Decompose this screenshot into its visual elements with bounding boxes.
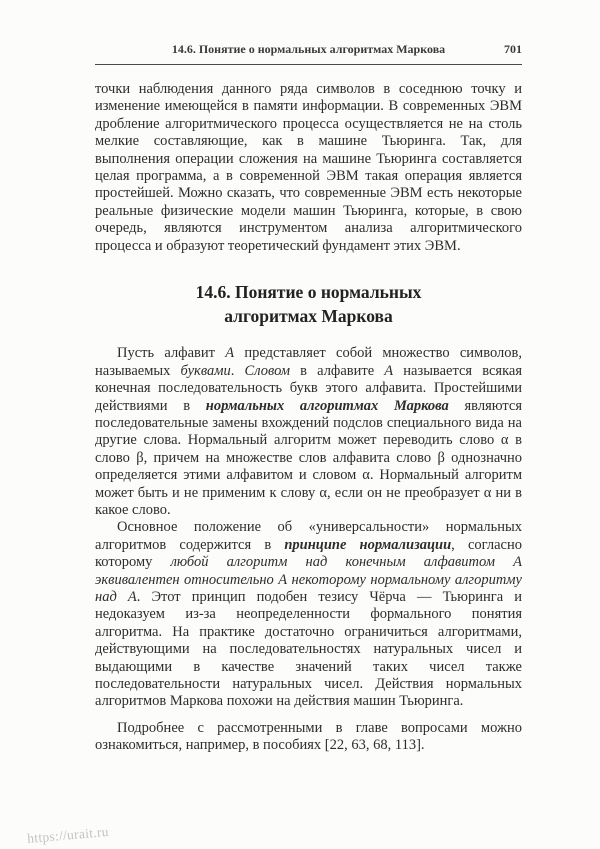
text-column bbox=[95, 42, 522, 755]
running-head-title: 14.6. Понятие о нормальных алгоритмах Маркова bbox=[171, 42, 446, 56]
text-run: , согласно которому bbox=[95, 536, 522, 571]
text-run: принципе нормализации bbox=[284, 536, 452, 553]
text-run: точки наблюдения данного ряда символов в соседнюю точку и изменение имеющейся в памяти информации. В современных ЭВМ дробление алгоритмического процесса осуществляется не на столь мелкие составляющие, как в машине Тьюринга. Так, для выполнения операции сложения на машине Тьюринга составляется целая программа, а в современной ЭВМ такая операция является простейшей. Можно сказать, что современные ЭВМ есть некоторые реальные физические модели машин Тьюринга, которые, в свою очередь, являются инструментом анализа алгоритмического процесса и образуют теоретический фундамент этих ЭВМ. bbox=[95, 81, 522, 254]
text-run: представляет собой множество символов, называемых bbox=[95, 345, 523, 379]
text-run: Словом bbox=[244, 362, 291, 379]
text-run: любой алгоритм над конечным алфавитом А эквивалентен относительно А некоторому нормальному алгоритму над А bbox=[95, 554, 522, 605]
paragraph bbox=[95, 81, 522, 255]
text-run: . bbox=[230, 362, 245, 379]
text-run: нормальных алгоритмах Маркова bbox=[205, 397, 449, 414]
watermark: https://urait.ru bbox=[26, 823, 110, 847]
running-head bbox=[95, 42, 522, 65]
text-run: А bbox=[384, 362, 394, 379]
page-body bbox=[95, 81, 522, 755]
paragraph bbox=[95, 720, 522, 755]
text-run: Подробнее с рассмотренными в главе вопросами можно ознакомиться, например, в пособиях [22, 63, 68, 113]. bbox=[95, 719, 522, 754]
text-run: Пусть алфавит bbox=[117, 345, 226, 362]
text-run: . Этот принцип подобен тезису Чёрча — Тьюринга и недоказуем из-за неопределенности формального понятия алгоритма. На практике достаточно ограничиться алгоритмами, действующими на последовательностях натуральных чисел и выдающими в качестве значений таких чисел также последовательности натуральных чисел. Действия нормальных алгоритмов Маркова похожи на действия машин Тьюринга. bbox=[95, 589, 522, 710]
text-run: А bbox=[225, 345, 235, 362]
section-heading: 14.6. Понятие о нормальных алгоритмах Маркова bbox=[195, 282, 422, 326]
text-run: называется всякая конечная последовательность букв этого алфавита. Простейшими действиями в bbox=[95, 362, 523, 414]
paragraph bbox=[95, 519, 522, 710]
text-run: в алфавите bbox=[290, 362, 385, 379]
text-run: являются последовательные замены вхождений подслов специального вида на другие слова. Нормальный алгоритм может переводить слово α в слово β, причем на множестве слов алфавита слово β однозначно определяется этими алфавитом и словом α. Нормальный алгоритм может быть и не применим к слову α, если он не преобразует α ни в какое слово. bbox=[95, 397, 522, 518]
page-number: 701 bbox=[504, 42, 522, 56]
paragraph bbox=[95, 345, 522, 519]
text-run: Основное положение об «универсальности» нормальных алгоритмов содержится в bbox=[95, 519, 522, 553]
text-run: буквами bbox=[180, 362, 231, 379]
